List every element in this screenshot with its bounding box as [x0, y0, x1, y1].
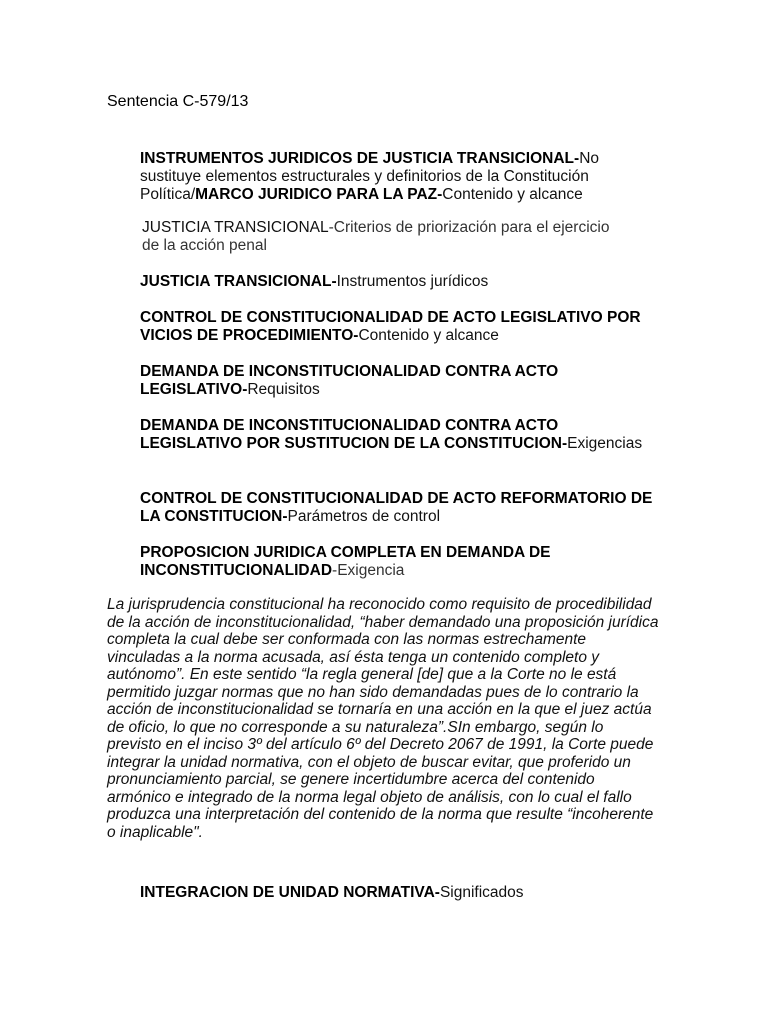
entry-justicia-transicional-criterios: [142, 219, 612, 255]
entry-term: INTEGRACION DE UNIDAD NORMATIVA-: [140, 884, 440, 901]
entry-description: Instrumentos jurídicos: [336, 273, 489, 290]
entry-description: Parámetros de control: [287, 508, 441, 525]
entry-description-secondary: Contenido y alcance: [442, 186, 583, 203]
entry-demanda-requisitos: [140, 363, 660, 399]
entry-proposicion-juridica: [140, 544, 660, 580]
jurisprudence-quote: La jurisprudencia constitucional ha reconocido como requisito de procedibilidad de la acción de inconstitucionalidad, “haber demandado una proposición jurídica completa la cual debe ser conformada con las normas estrechamente vinculadas a la norma acusada, así ésta tenga un contenido completo y autónomo”. En este sentido “la regla general [de] que a la Corte no le está permitido juzgar normas que no han sido demandadas pues de lo contrario la acción de inconstitucionalidad se tornaría en una acción en la que el juez actúa de oficio, lo que no corresponde a su naturaleza”.SIn embargo, según lo previsto en el inciso 3º del artículo 6º del Decreto 2067 de 1991, la Corte puede integrar la unidad normativa, con el objeto de buscar evitar, que proferido un pronunciamiento parcial, se genere incertidumbre acerca del contenido armónico e integrado de la norma legal objeto de análisis, con lo cual el fallo produzca una interpretación del contenido de la norma que resulte “incoherente o inaplicable".: [107, 596, 659, 841]
document-title: Sentencia C-579/13: [107, 93, 249, 110]
entry-description: -Exigencia: [332, 562, 405, 579]
entry-term: DEMANDA DE INCONSTITUCIONALIDAD CONTRA ACTO LEGISLATIVO-: [140, 363, 559, 398]
entry-description: -Criterios de priorización para el ejercicio de la acción penal: [142, 219, 610, 254]
entry-control-acto-reformatorio: [140, 490, 660, 526]
entry-description: Requisitos: [247, 381, 320, 398]
entry-description: Contenido y alcance: [358, 327, 499, 344]
entry-term: PROPOSICION JURIDICA COMPLETA EN DEMANDA DE INCONSTITUCIONALIDAD: [140, 544, 551, 579]
entry-term: CONTROL DE CONSTITUCIONALIDAD DE ACTO LEGISLATIVO POR VICIOS DE PROCEDIMIENTO-: [140, 309, 641, 344]
entry-justicia-transicional-instrumentos: [140, 273, 660, 291]
entry-term: JUSTICIA TRANSICIONAL: [142, 219, 329, 236]
entry-control-acto-legislativo: [140, 309, 660, 345]
entry-description: No sustituye elementos estructurales y definitorios de la Constitución Política/: [140, 150, 600, 203]
entry-term: JUSTICIA TRANSICIONAL-: [140, 273, 337, 290]
entry-term: CONTROL DE CONSTITUCIONALIDAD DE ACTO REFORMATORIO DE LA CONSTITUCION-: [140, 490, 653, 525]
entry-instrumentos-juridicos: [140, 150, 660, 204]
entry-integracion-unidad-normativa: [140, 884, 660, 902]
entry-term-secondary: MARCO JURIDICO PARA LA PAZ-: [195, 186, 443, 203]
entry-description: Significados: [439, 884, 524, 901]
entry-description: Exigencias: [567, 435, 643, 452]
entry-term: DEMANDA DE INCONSTITUCIONALIDAD CONTRA ACTO LEGISLATIVO POR SUSTITUCION DE LA CONSTITUCION-: [140, 417, 568, 452]
entry-term: INSTRUMENTOS JURIDICOS DE JUSTICIA TRANSICIONAL-: [140, 150, 580, 167]
entry-demanda-sustitucion: [140, 417, 660, 453]
